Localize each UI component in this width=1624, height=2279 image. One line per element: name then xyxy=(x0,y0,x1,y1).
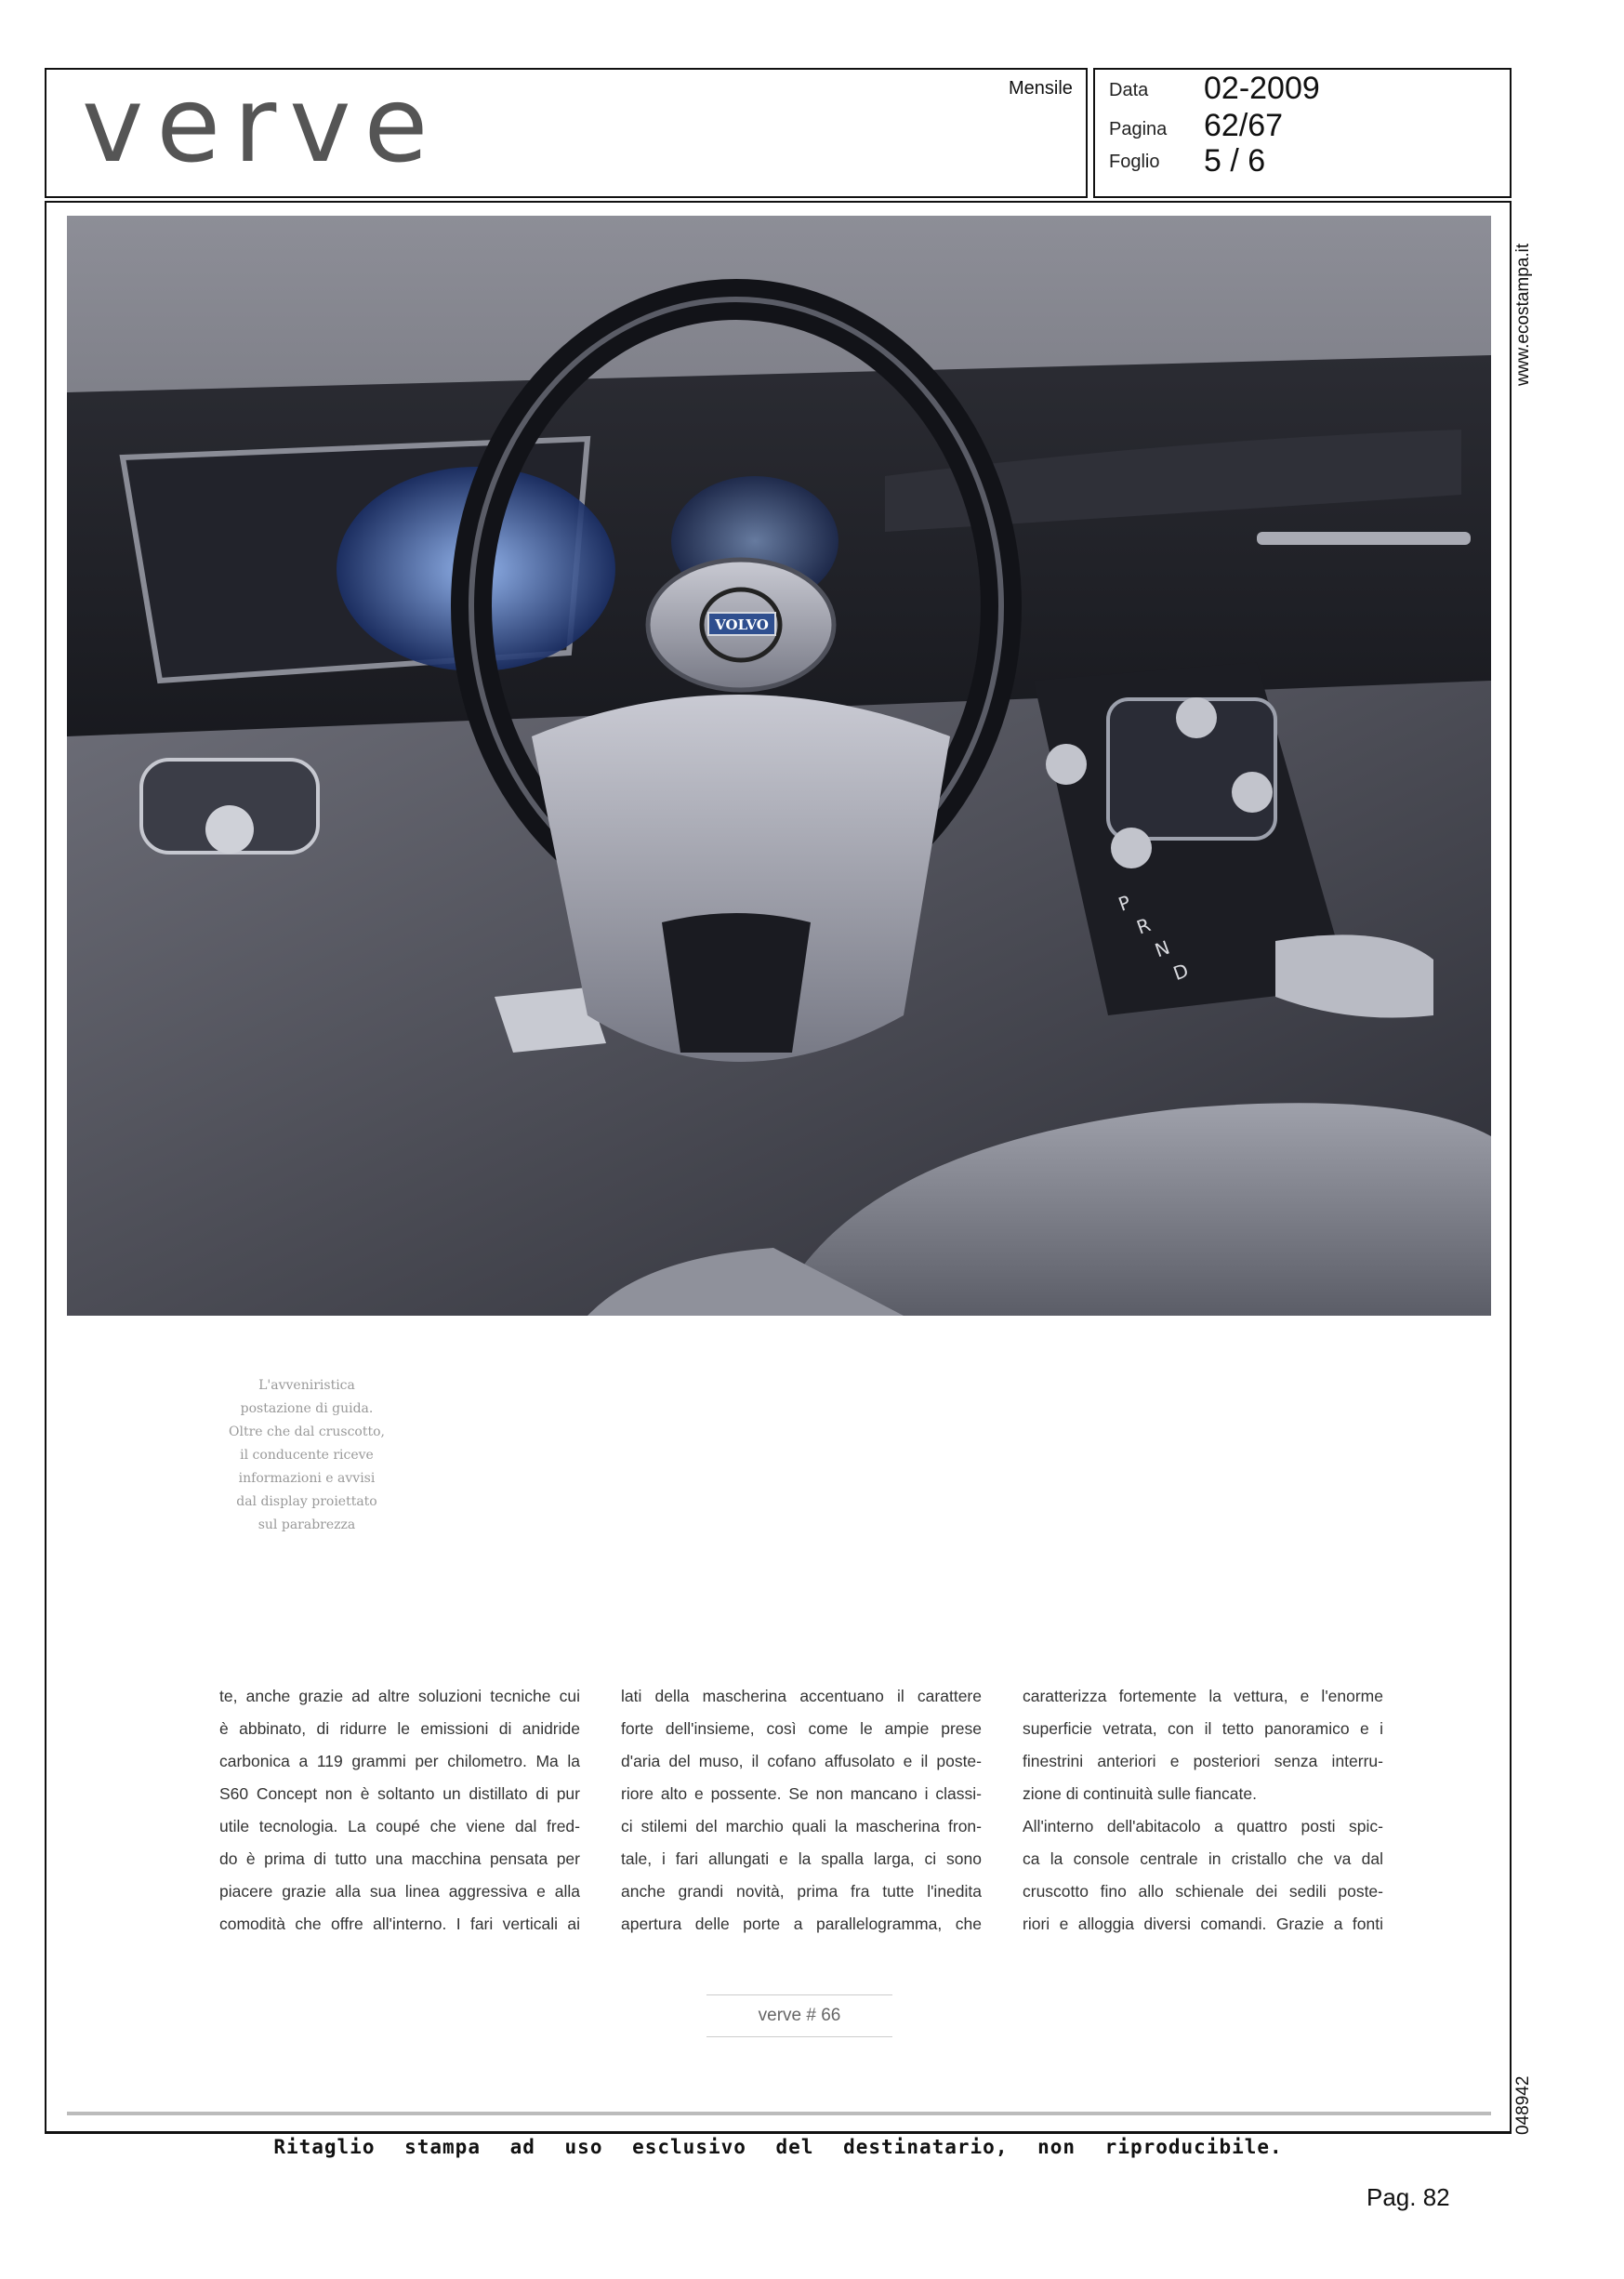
footer-rule xyxy=(45,2132,1512,2134)
article-line: utile tecnologia. La coupé che viene dal fred- xyxy=(219,1817,580,1835)
page-range-label: Pagina xyxy=(1109,119,1168,139)
sheet-label: Foglio xyxy=(1109,152,1160,172)
article-line: è abbinato, di ridurre le emissioni di anidride xyxy=(219,1719,580,1738)
caption-line: Oltre che dal cruscotto, xyxy=(229,1424,385,1439)
article-line: comodità che offre all'interno. I fari verticali ai xyxy=(219,1915,580,1933)
caption-line: sul parabrezza xyxy=(257,1517,356,1532)
gear-label-p: P xyxy=(1115,891,1134,916)
page-number: Pag. 82 xyxy=(1367,2183,1450,2211)
article-line: ca la console centrale in cristallo che va dal xyxy=(1023,1849,1383,1868)
article-line: carbonica a 119 grammi per chilometro. Ma la xyxy=(219,1752,580,1770)
article-column-1 xyxy=(219,1680,580,1941)
article-column-3 xyxy=(1023,1680,1383,1941)
reproduction-notice: Ritaglio stampa ad uso esclusivo del destinatario, non riproducibile. xyxy=(273,2136,1283,2158)
article-line: d'aria del muso, il cofano affusolato e il poste- xyxy=(621,1752,982,1770)
magazine-masthead: verve xyxy=(82,65,442,186)
side-clipping-code: 048942 xyxy=(1513,2075,1533,2135)
magazine-page-folio: verve # 66 xyxy=(706,1994,892,2037)
gear-label-r: R xyxy=(1133,913,1154,939)
caption-line: L'avveniristica xyxy=(258,1378,355,1393)
article-line: apertura delle porte a parallelogramma, che xyxy=(621,1915,982,1933)
publication-frequency: Mensile xyxy=(1009,78,1073,99)
caption-line: postazione di guida. xyxy=(240,1401,374,1416)
article-line: tale, i fari allungati e la spalla larga, ci sono xyxy=(621,1849,982,1868)
steering-wheel-badge: VOLVO xyxy=(715,616,769,633)
caption-line: informazioni e avvisi xyxy=(238,1471,376,1486)
article-column-2 xyxy=(621,1680,982,1941)
article-line: piacere grazie alla sua linea aggressiva e alla xyxy=(219,1882,580,1901)
article-line: finestrini anteriori e posteriori senza interru- xyxy=(1023,1752,1383,1770)
article-line: do è prima di tutto una macchina pensata per xyxy=(219,1849,580,1868)
article-line: caratterizza fortemente la vettura, e l'enorme xyxy=(1023,1687,1383,1705)
article-line: All'interno dell'abitacolo a quattro posti spic- xyxy=(1023,1817,1383,1835)
article-line: lati della mascherina accentuano il carattere xyxy=(621,1687,982,1705)
article-line: cruscotto fino allo schienale dei sedili poste- xyxy=(1023,1882,1383,1901)
gear-label-n: N xyxy=(1152,935,1173,962)
caption-line: il conducente riceve xyxy=(240,1448,374,1463)
article-line: riori e alloggia diversi comandi. Grazie a fonti xyxy=(1023,1915,1383,1933)
date-label: Data xyxy=(1109,80,1149,100)
bottom-divider xyxy=(67,2112,1491,2115)
article-line: anche grandi novità, prima fra tutte l'inedita xyxy=(621,1882,982,1901)
article-line: S60 Concept non è soltanto un distillato di pur xyxy=(219,1784,580,1803)
article-line: riore alto e possente. Se non mancano i classi- xyxy=(621,1784,982,1803)
car-interior-photo xyxy=(67,216,1491,1316)
article-line: ci stilemi del marchio quali la mascherina fron- xyxy=(621,1817,982,1835)
article-line: superficie vetrata, con il tetto panoramico e i xyxy=(1023,1719,1383,1738)
article-line: te, anche grazie ad altre soluzioni tecniche cui xyxy=(219,1687,580,1705)
photo-caption xyxy=(195,1374,418,1537)
gear-label-d: D xyxy=(1169,959,1192,986)
article-line: zione di continuità sulle fiancate. xyxy=(1023,1784,1257,1803)
sheet-value: 5 / 6 xyxy=(1204,143,1266,179)
date-value: 02-2009 xyxy=(1204,71,1320,106)
page-range-value: 62/67 xyxy=(1204,108,1284,143)
caption-line: dal display proiettato xyxy=(236,1494,377,1509)
article-line: forte dell'insieme, così come le ampie prese xyxy=(621,1719,982,1738)
side-website: www.ecostampa.it xyxy=(1513,243,1533,386)
